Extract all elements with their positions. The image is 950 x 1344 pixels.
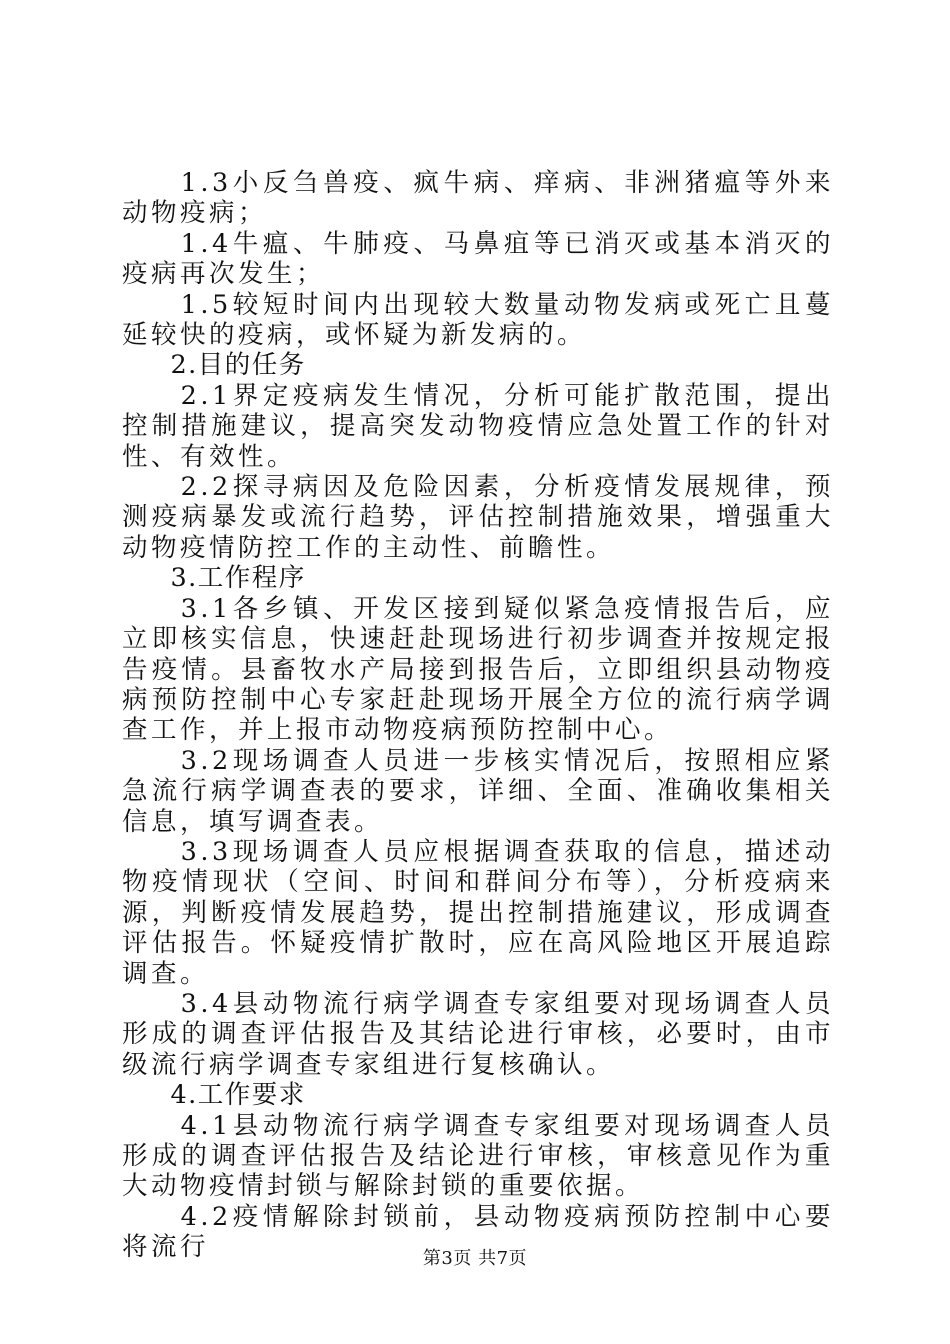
paragraph-3-2: 3.2现场调查人员进一步核实情况后，按照相应紧急流行病学调查表的要求，详细、全面、准确收集相关信息，填写调查表。: [122, 745, 834, 837]
paragraph-1-5: 1.5较短时间内出现较大数量动物发病或死亡且蔓延较快的疫病，或怀疑为新发病的。: [122, 289, 834, 351]
paragraph-2-2: 2.2探寻病因及危险因素，分析疫情发展规律，预测疫病暴发或流行趋势，评估控制措施效果，增强重大动物疫情防控工作的主动性、前瞻性。: [122, 472, 834, 563]
paragraph-4-1: 4.1县动物流行病学调查专家组要对现场调查人员形成的调查评估报告及结论进行审核，审核意见作为重大动物疫情封锁与解除封锁的重要依据。: [122, 1110, 834, 1202]
page-number-footer: 第3页 共7页: [422, 1248, 528, 1269]
section-heading-2: 2.目的任务: [170, 350, 306, 381]
paragraph-4-2: 4.2疫情解除封锁前，县动物疫病预防控制中心要将流行: [122, 1201, 834, 1263]
paragraph-1-3: 1.3小反刍兽疫、疯牛病、痒病、非洲猪瘟等外来动物疫病；: [122, 168, 834, 229]
paragraph-3-3: 3.3现场调查人员应根据调查获取的信息，描述动物疫情现状（空间、时间和群间分布等），分析疫病来源，判断疫情发展趋势，提出控制措施建议，形成调查评估报告。怀疑疫情扩散时，应在高风险地区开展追踪调查。: [122, 836, 834, 989]
paragraph-1-4: 1.4牛瘟、牛肺疫、马鼻疽等已消灭或基本消灭的疫病再次发生；: [122, 228, 834, 290]
section-heading-4: 4.工作要求: [170, 1080, 306, 1111]
section-heading-3: 3.工作程序: [170, 563, 306, 594]
paragraph-2-1: 2.1界定疫病发生情况，分析可能扩散范围，提出控制措施建议，提高突发动物疫情应急处置工作的针对性、有效性。: [122, 380, 834, 472]
paragraph-3-1: 3.1各乡镇、开发区接到疑似紧急疫情报告后，应立即核实信息，快速赶赴现场进行初步调查并按规定报告疫情。县畜牧水产局接到报告后，立即组织县动物疫病预防控制中心专家赶赴现场开展全方位的流行病学调查工作，并上报市动物疫病预防控制中心。: [122, 593, 834, 746]
document-body: [122, 168, 834, 1263]
paragraph-3-4: 3.4县动物流行病学调查专家组要对现场调查人员形成的调查评估报告及其结论进行审核，必要时，由市级流行病学调查专家组进行复核确认。: [122, 988, 834, 1080]
